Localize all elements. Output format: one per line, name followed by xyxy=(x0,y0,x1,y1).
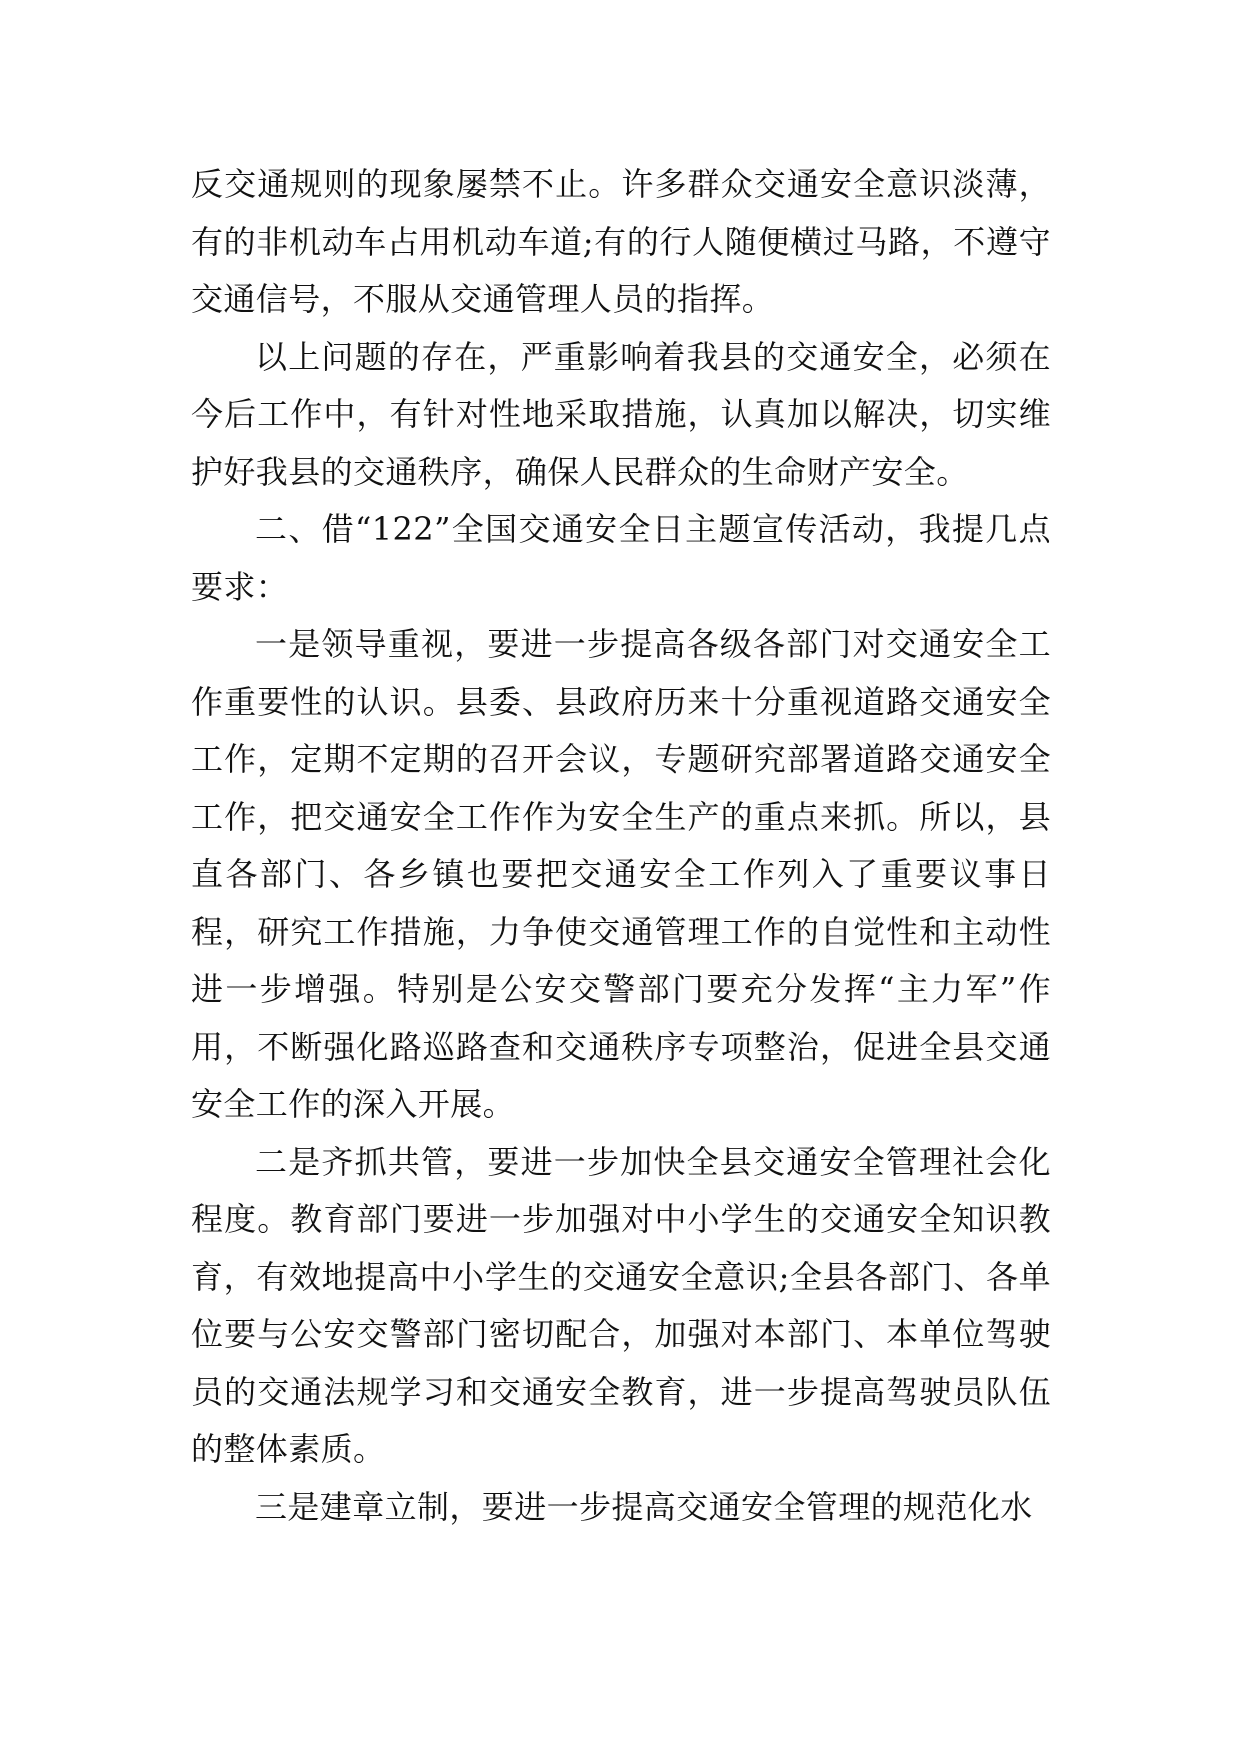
paragraph: 以上问题的存在，严重影响着我县的交通安全，必须在今后工作中，有针对性地采取措施，认真加以解决，切实维护好我县的交通秩序，确保人民群众的生命财产安全。 xyxy=(191,337,1051,491)
paragraph: 一是领导重视，要进一步提高各级各部门对交通安全工作重要性的认识。县委、县政府历来十分重视道路交通安全工作，定期不定期的召开会议，专题研究部署道路交通安全工作，把交通安全工作作为安全生产的重点来抓。所以，县直各部门、各乡镇也要把交通安全工作列入了重要议事日程，研究工作措施，力争使交通管理工作的自觉性和主动性进一步增强。特别是公安交警部门要充分发挥“主力军”作用，不断强化路巡路查和交通秩序专项整治，促进全县交通安全工作的深入开展。 xyxy=(191,625,1051,1123)
document-body xyxy=(191,156,1051,1536)
paragraph: 二是齐抓共管，要进一步加快全县交通安全管理社会化程度。教育部门要进一步加强对中小学生的交通安全知识教育，有效地提高中小学生的交通安全意识;全县各部门、各单位要与公安交警部门密切配合，加强对本部门、本单位驾驶员的交通法规学习和交通安全教育，进一步提高驾驶员队伍的整体素质。 xyxy=(191,1142,1051,1468)
paragraph: 三是建章立制，要进一步提高交通安全管理的规范化水 xyxy=(255,1487,1033,1526)
paragraph: 二、借“122”全国交通安全日主题宣传活动，我提几点要求： xyxy=(191,510,1051,606)
paragraph: 反交通规则的现象屡禁不止。许多群众交通安全意识淡薄，有的非机动车占用机动车道;有的行人随便横过马路，不遵守交通信号，不服从交通管理人员的指挥。 xyxy=(191,165,1051,318)
